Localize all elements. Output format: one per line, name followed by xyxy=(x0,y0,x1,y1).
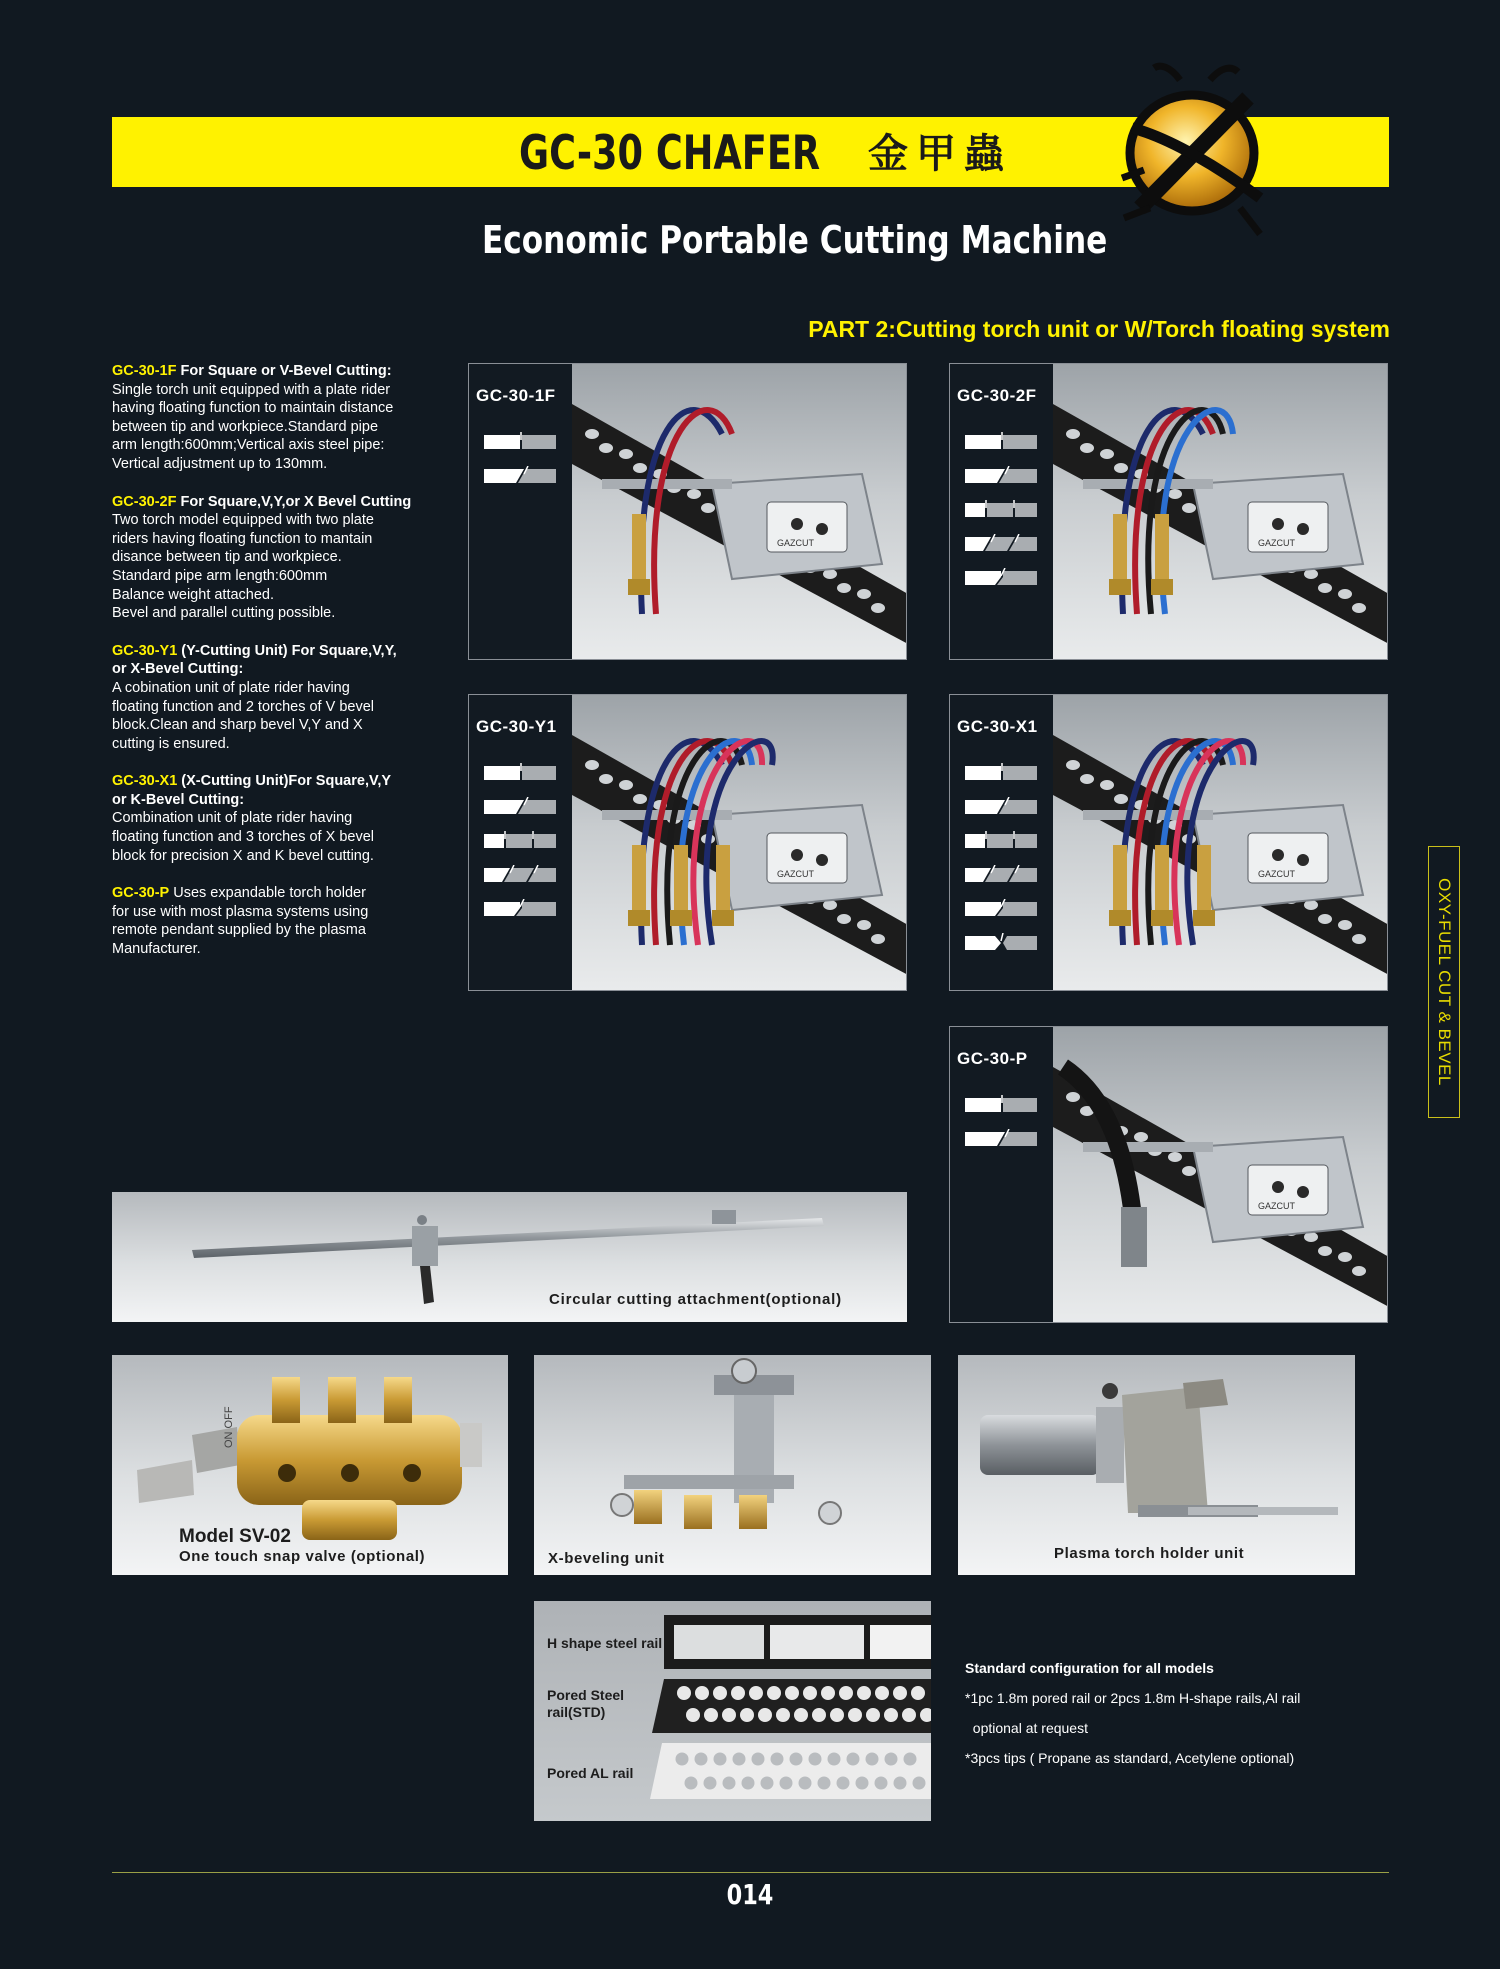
y-bevel-bevel-icon xyxy=(965,568,1037,586)
standard-config-line: *3pcs tips ( Propane as standard, Acetylene optional) xyxy=(965,1750,1295,1766)
x-beveling-unit-icon xyxy=(534,1355,931,1575)
h-shape-rail-label: H shape steel rail xyxy=(547,1635,663,1651)
square-bevel-icon xyxy=(484,432,556,450)
square-bevel-icon xyxy=(965,432,1037,450)
subtitle: Economic Portable Cutting Machine xyxy=(482,218,1108,262)
description-model: GC-30-1F xyxy=(112,363,177,379)
description-gc30-p xyxy=(112,884,462,958)
y-bevel-bevel-icon xyxy=(484,899,556,917)
panel-label: GC-30-X1 xyxy=(957,717,1038,736)
panel-gc30-1f xyxy=(468,363,907,660)
machine-photo xyxy=(572,695,906,990)
parallel-bevel-icon xyxy=(965,831,1037,849)
panel-gc30-x1 xyxy=(949,694,1388,991)
plasma-holder-caption: Plasma torch holder unit xyxy=(1054,1545,1245,1562)
part-heading: PART 2:Cutting torch unit or W/Torch floating system xyxy=(808,316,1390,342)
plasma-holder-photo xyxy=(958,1355,1355,1575)
rails-photo xyxy=(534,1601,931,1821)
section-tab-label: OXY-FUEL CUT & BEVEL xyxy=(1435,878,1454,1086)
plasma-holder-icon xyxy=(958,1355,1355,1575)
description-heading: (X-Cutting Unit)For Square,V,Y or K-Bevel Cutting: xyxy=(112,773,392,808)
panel-label: GC-30-P xyxy=(957,1049,1028,1068)
panel-label: GC-30-2F xyxy=(957,386,1037,405)
double-bevel-bevel-icon xyxy=(484,865,556,883)
panel-label: GC-30-1F xyxy=(476,386,556,405)
product-title: GC-30 CHAFER xyxy=(519,126,821,181)
machine-photo xyxy=(1053,695,1387,990)
double-bevel-bevel-icon xyxy=(965,534,1037,552)
v-bevel-bevel-icon xyxy=(965,466,1037,484)
standard-configuration xyxy=(965,1653,1365,1773)
v-bevel-bevel-icon xyxy=(965,1129,1037,1147)
x-beveling-photo xyxy=(534,1355,931,1575)
standard-config-line: *1pc 1.8m pored rail or 2pcs 1.8m H-shape rails,Al rail xyxy=(965,1690,1301,1706)
bevel-icons xyxy=(965,432,1037,602)
standard-config-heading: Standard configuration for all models xyxy=(965,1660,1214,1676)
beetle-logo-icon xyxy=(1110,58,1270,240)
y-bevel-bevel-icon xyxy=(965,899,1037,917)
cutting-machine-icon xyxy=(1053,695,1387,990)
description-body: Two torch model equipped with two plate riders having floating function to mantain disance between tip and workpiece. Standard pipe arm length:600mm Balance weight attached. Bevel and parallel cutting possible. xyxy=(112,512,374,622)
machine-brand-mark: GAZCUT xyxy=(777,538,814,548)
v-bevel-bevel-icon xyxy=(484,466,556,484)
x-beveling-caption: X-beveling unit xyxy=(548,1550,665,1567)
double-bevel-bevel-icon xyxy=(965,865,1037,883)
description-heading: For Square or V-Bevel Cutting: xyxy=(176,363,392,379)
description-body: Combination unit of plate rider having floating function and 3 torches of X bevel block for precision X and K bevel cutting. xyxy=(112,810,374,864)
description-model: GC-30-X1 xyxy=(112,773,178,790)
cutting-machine-icon xyxy=(572,695,906,990)
machine-brand-mark: GAZCUT xyxy=(1258,869,1295,879)
circular-attachment-photo xyxy=(112,1192,907,1322)
valve-model-label: Model SV-02 xyxy=(179,1526,291,1547)
page-number: 014 xyxy=(726,1878,774,1911)
machine-photo xyxy=(1053,364,1387,659)
pored-steel-rail-label: Pored Steel rail(STD) xyxy=(547,1687,625,1720)
parallel-bevel-icon xyxy=(484,831,556,849)
bevel-icons xyxy=(965,1095,1037,1163)
brass-valve-icon xyxy=(112,1355,508,1575)
machine-brand-mark: GAZCUT xyxy=(1258,1201,1295,1211)
v-bevel-bevel-icon xyxy=(484,797,556,815)
panel-label: GC-30-Y1 xyxy=(476,717,557,736)
panel-gc30-y1 xyxy=(468,694,907,991)
bevel-icons xyxy=(484,432,556,500)
valve-caption: One touch snap valve (optional) xyxy=(179,1548,426,1565)
valve-marking: ON OFF xyxy=(223,1406,235,1448)
square-bevel-icon xyxy=(484,763,556,781)
description-body: A cobination unit of plate rider having floating function and 2 torches of V bevel block.Clean and sharp bevel V,Y and X cutting is ensured. xyxy=(112,679,374,752)
bevel-icons xyxy=(965,763,1037,967)
circular-attachment-caption: Circular cutting attachment(optional) xyxy=(549,1291,842,1308)
cutting-machine-icon xyxy=(572,364,906,659)
machine-brand-mark: GAZCUT xyxy=(1258,538,1295,548)
bevel-icons xyxy=(484,763,556,933)
model-descriptions xyxy=(112,362,462,978)
square-bevel-icon xyxy=(965,1095,1037,1113)
machine-photo xyxy=(1053,1027,1387,1322)
description-gc30-1f xyxy=(112,362,462,474)
description-heading: For Square,V,Y,or X Bevel Cutting xyxy=(176,493,412,510)
description-gc30-x1 xyxy=(112,772,462,865)
square-bevel-icon xyxy=(965,763,1037,781)
panel-gc30-p xyxy=(949,1026,1388,1323)
standard-config-line: optional at request xyxy=(965,1720,1088,1736)
description-gc30-y1 xyxy=(112,642,462,754)
footer-rule xyxy=(112,1872,1389,1873)
x-bevel-bevel-icon xyxy=(965,933,1037,951)
description-body: Uses expandable torch holder for use with most plasma systems using remote pendant supplied by the plasma Manufacturer. xyxy=(112,885,369,958)
cutting-machine-icon xyxy=(1053,1027,1387,1322)
snap-valve-photo xyxy=(112,1355,508,1575)
pored-al-rail-label: Pored AL rail xyxy=(547,1765,634,1781)
section-side-tab xyxy=(1428,846,1460,1118)
chinese-title: 金甲蟲 xyxy=(868,131,1012,177)
description-gc30-2f xyxy=(112,493,462,623)
v-bevel-bevel-icon xyxy=(965,797,1037,815)
cutting-machine-icon xyxy=(1053,364,1387,659)
description-heading: (Y-Cutting Unit) For Square,V,Y, or X-Bevel Cutting: xyxy=(112,642,397,678)
machine-photo xyxy=(572,364,906,659)
machine-brand-mark: GAZCUT xyxy=(777,869,814,879)
parallel-bevel-icon xyxy=(965,500,1037,518)
panel-gc30-2f xyxy=(949,363,1388,660)
description-model: GC-30-2F xyxy=(112,493,177,510)
description-model: GC-30-Y1 xyxy=(112,642,178,659)
description-model: GC-30-P xyxy=(112,885,170,902)
description-body: Single torch unit equipped with a plate rider having floating function to maintain distance between tip and workpiece.Standard pipe arm length:600mm;Vertical axis steel pipe: Vertical adjustment up to 130mm. xyxy=(112,381,394,472)
